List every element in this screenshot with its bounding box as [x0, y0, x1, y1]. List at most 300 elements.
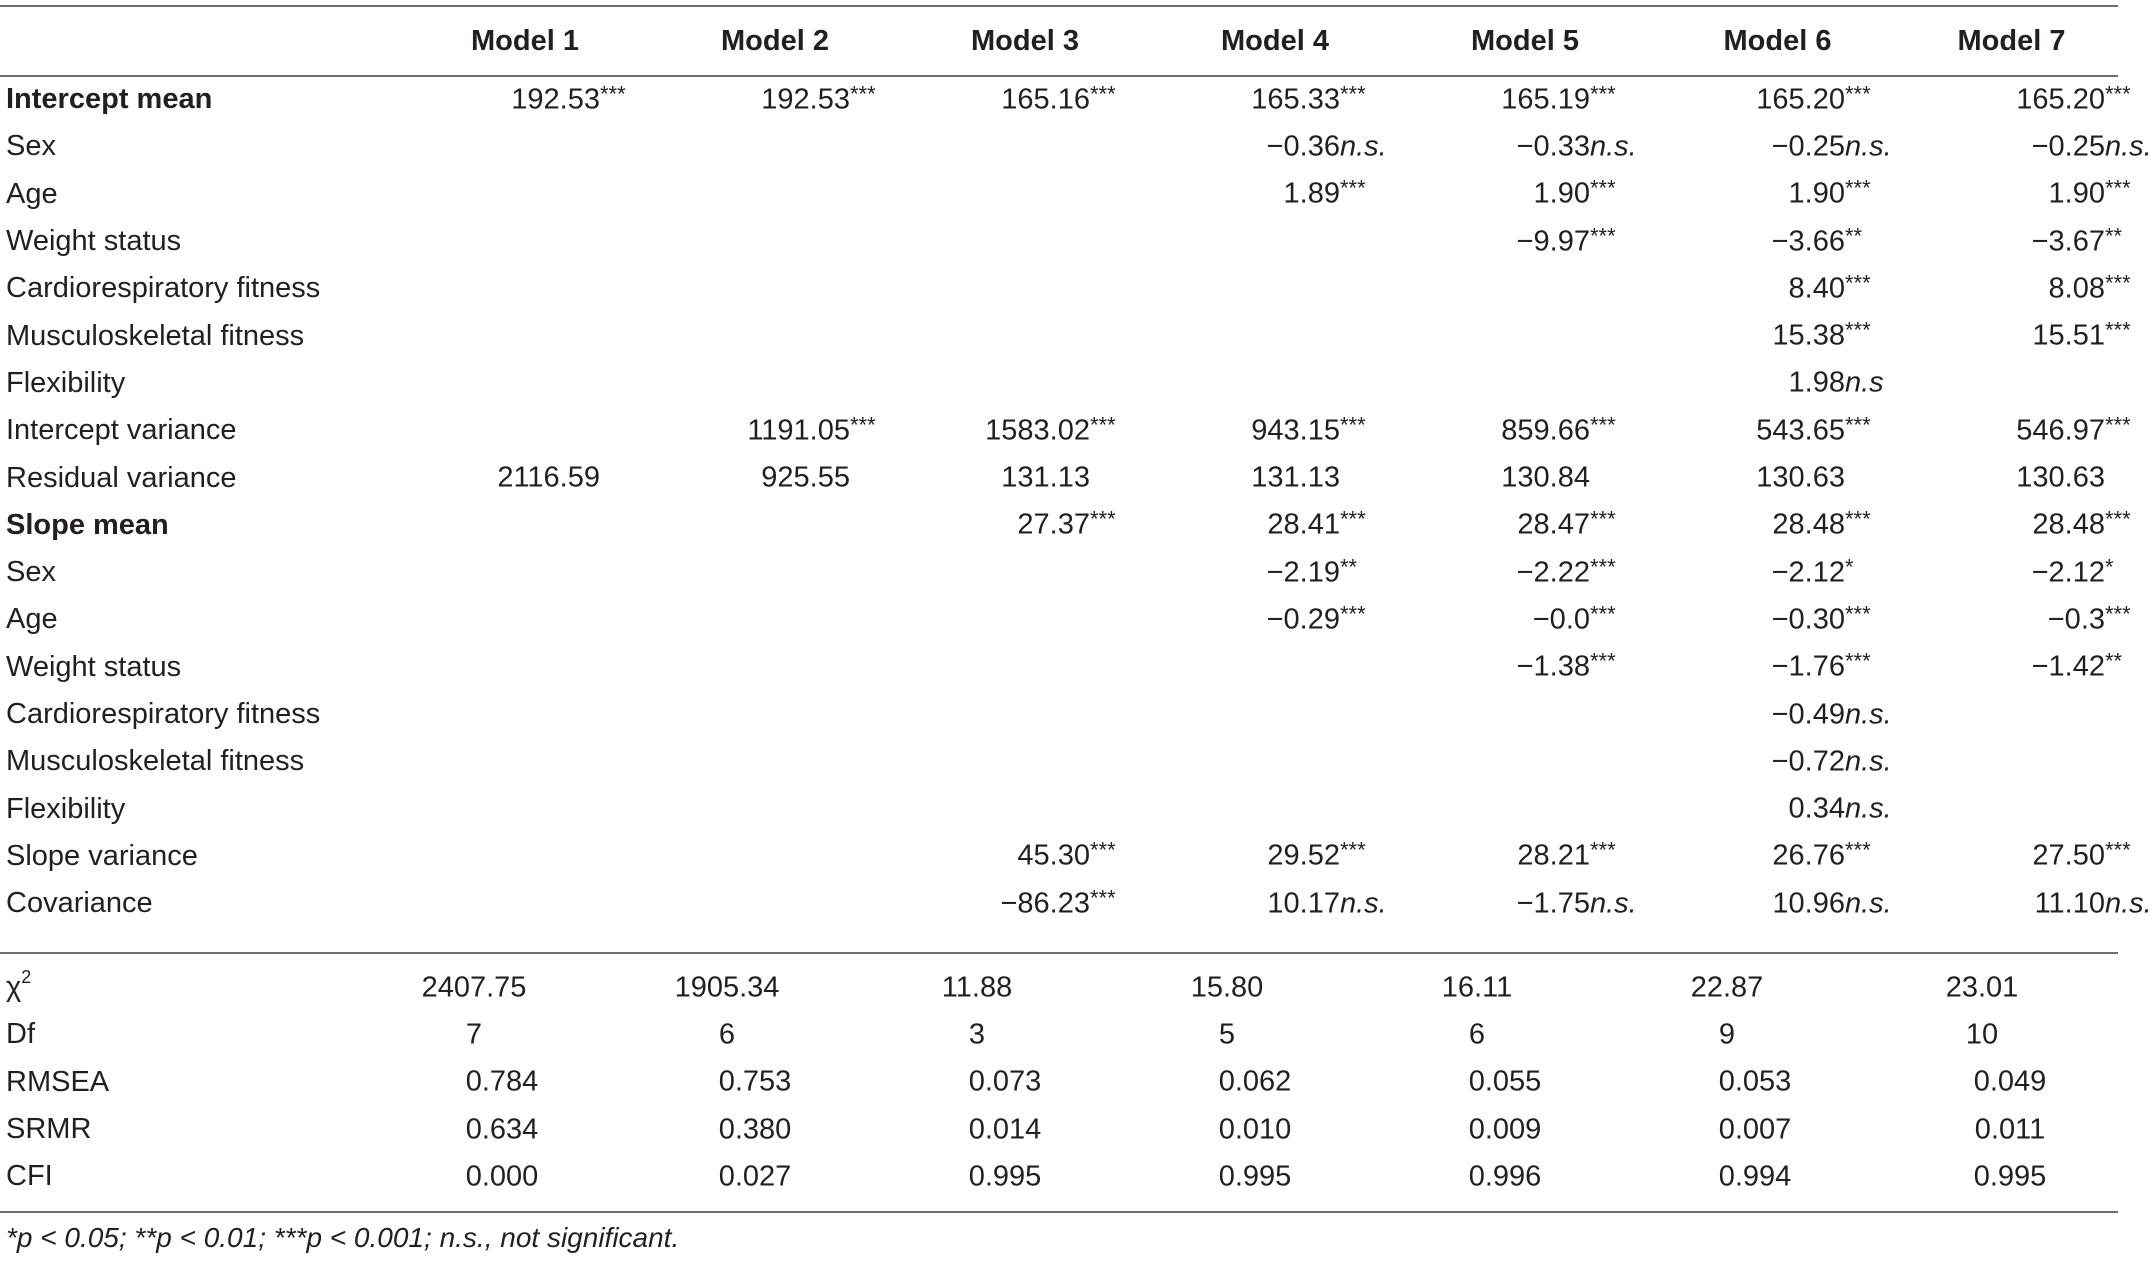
cell-value-wrap	[1150, 837, 1366, 873]
cell-value-wrap	[1400, 81, 1616, 116]
cell-value: 28.47	[1517, 508, 1590, 541]
cell-value-wrap	[1650, 554, 1854, 589]
fit-value: 6	[1468, 1018, 1486, 1051]
cell-value: 28.21	[1517, 839, 1590, 872]
cell-value: 1.90	[1533, 177, 1590, 210]
table-cell	[1150, 123, 1400, 170]
table-cell	[1905, 785, 2118, 832]
cell-value: 27.37	[1017, 508, 1090, 541]
row-label: Musculoskeletal fitness	[6, 319, 305, 352]
table-cell	[1150, 360, 1400, 407]
table-cell	[1400, 644, 1650, 691]
cell-value: 8.08	[2048, 272, 2105, 305]
cell-value: 2116.59	[497, 461, 600, 494]
cell-value-wrap	[900, 412, 1116, 447]
significance-stars: ***	[1590, 648, 1616, 674]
cell-value-wrap	[1150, 175, 1366, 211]
column-header: Model 3	[971, 24, 1079, 57]
cell-value-wrap	[1400, 506, 1616, 542]
table-cell	[650, 312, 900, 359]
cell-value: −0.33	[1516, 130, 1590, 163]
fit-value: 0.049	[1973, 1065, 2047, 1098]
table-cell	[400, 218, 650, 265]
significance-stars: *	[1845, 554, 1854, 580]
cell-value-wrap	[1150, 130, 1387, 163]
cell-value-wrap	[900, 81, 1116, 116]
cell-value-wrap	[1650, 698, 1892, 731]
column-header: Model 2	[721, 24, 829, 57]
table-row	[0, 785, 2118, 832]
row-label: Residual variance	[6, 461, 237, 494]
table-cell	[650, 691, 900, 738]
fit-label-text: Df	[6, 1018, 35, 1051]
fit-value: 23.01	[1945, 971, 2019, 1004]
table-cell	[1150, 785, 1400, 832]
column-header: Model 6	[1723, 24, 1832, 57]
fit-cell	[900, 1011, 1150, 1058]
fit-value: 3	[968, 1018, 986, 1051]
fit-value: 0.073	[968, 1065, 1042, 1098]
fit-value: 22.87	[1690, 971, 1764, 1004]
table-cell	[1650, 171, 1905, 218]
table-footnote: *p < 0.05; **p < 0.01; ***p < 0.001; n.s., not significant.	[6, 1222, 680, 1253]
cell-value: 11.10	[2034, 887, 2105, 920]
table-cell	[900, 171, 1150, 218]
table-cell	[1905, 502, 2131, 549]
cell-value-wrap	[400, 462, 600, 495]
table-cell	[1400, 502, 1650, 549]
cell-value-wrap	[1150, 462, 1340, 495]
significance-stars: **	[2105, 223, 2123, 249]
table-cell	[1650, 265, 1905, 312]
table-cell	[400, 880, 650, 927]
cell-value: 165.19	[1501, 83, 1590, 116]
significance-note: n.s	[1845, 366, 1884, 399]
significance-stars: ***	[1845, 317, 1871, 343]
cell-value-wrap	[1650, 366, 1884, 400]
cell-value-wrap	[1905, 887, 2152, 920]
fit-label	[0, 1153, 400, 1200]
cell-value: 1.90	[1788, 177, 1845, 210]
significance-stars: ***	[1090, 81, 1116, 107]
table-cell	[1650, 360, 1905, 407]
fit-label-text: CFI	[6, 1160, 53, 1193]
cell-value-wrap	[1905, 648, 2123, 684]
fit-cell	[650, 1059, 900, 1106]
cell-value: −0.36	[1266, 130, 1340, 163]
table-cell	[1150, 833, 1400, 880]
cell-value: −0.25	[2031, 130, 2105, 163]
cell-value-wrap	[1905, 554, 2114, 589]
fit-cell	[1650, 1153, 1905, 1200]
significance-note: n.s.	[2105, 130, 2152, 163]
fit-value: 11.88	[941, 971, 1013, 1004]
table-cell	[900, 644, 1150, 691]
table-cell	[400, 265, 650, 312]
significance-stars: ***	[850, 81, 876, 107]
cell-value: −1.42	[2031, 650, 2105, 683]
fit-cell	[1400, 1059, 1650, 1106]
column-header: Model 5	[1471, 24, 1579, 57]
fit-value: 9	[1718, 1018, 1736, 1051]
table-cell	[900, 833, 1150, 880]
cell-value: 10.96	[1772, 887, 1845, 920]
table-row	[0, 549, 2118, 596]
cell-value-wrap	[650, 412, 876, 447]
significance-stars: ***	[1845, 648, 1871, 674]
row-label: Flexibility	[6, 366, 126, 399]
table-cell	[1400, 596, 1650, 643]
table-cell	[1905, 549, 2118, 596]
table-cell	[650, 596, 900, 643]
table-cell	[1400, 123, 1650, 170]
cell-value: 28.48	[1772, 508, 1845, 541]
table-cell	[900, 312, 1150, 359]
cell-value: 130.63	[2016, 461, 2105, 494]
fit-value: 0.027	[718, 1160, 792, 1193]
cell-value: 543.65	[1756, 414, 1845, 447]
table-cell	[650, 644, 900, 691]
cell-value: 28.48	[2032, 508, 2105, 541]
cell-value: 130.84	[1501, 461, 1590, 494]
row-label: Sex	[6, 130, 56, 163]
cell-value-wrap	[1650, 223, 1863, 258]
cell-value: 26.76	[1772, 839, 1845, 872]
cell-value: 925.55	[761, 461, 850, 494]
significance-stars: ***	[1845, 506, 1871, 532]
table-cell	[1150, 880, 1400, 927]
table-cell	[900, 785, 1150, 832]
cell-value-wrap	[650, 462, 850, 495]
table-cell	[1400, 738, 1650, 785]
cell-value-wrap	[1150, 412, 1366, 447]
fit-label	[0, 1106, 400, 1153]
table-header	[0, 6, 2118, 76]
table-cell	[1150, 454, 1400, 501]
cell-value: −2.22	[1516, 556, 1590, 589]
cell-value: −3.66	[1771, 225, 1845, 258]
fit-row	[0, 1153, 2118, 1200]
table-cell	[1150, 218, 1400, 265]
table-cell	[1400, 360, 1650, 407]
fit-section-rule	[0, 952, 2118, 954]
cell-value-wrap	[1905, 462, 2105, 495]
table-cell	[1150, 691, 1400, 738]
table-cell	[1905, 454, 2118, 501]
table-cell	[1650, 880, 1905, 927]
fit-value: 0.634	[465, 1113, 539, 1146]
table-cell	[650, 171, 900, 218]
table-cell	[1905, 312, 2131, 359]
cell-value-wrap	[1905, 270, 2131, 305]
cell-value: −0.49	[1771, 698, 1845, 730]
fit-value: 0.380	[718, 1113, 792, 1146]
table-cell	[400, 644, 650, 691]
significance-stars: *	[2105, 554, 2114, 580]
row-label: Cardiorespiratory fitness	[6, 698, 321, 730]
cell-value-wrap	[1650, 601, 1871, 636]
table-cell	[1400, 454, 1650, 501]
table-cell	[650, 880, 900, 927]
table-cell	[400, 123, 650, 170]
column-header: Model 7	[1957, 24, 2066, 57]
table-cell	[650, 502, 900, 549]
cell-value: −0.72	[1771, 745, 1845, 778]
fit-cell	[400, 1059, 650, 1106]
fit-value: 0.995	[1973, 1160, 2047, 1193]
fit-cell	[1400, 964, 1650, 1011]
significance-stars: ***	[1845, 270, 1871, 296]
table-cell	[1400, 312, 1650, 359]
fit-cell	[1905, 1106, 2118, 1153]
table-cell	[650, 218, 900, 265]
table-cell	[650, 76, 900, 123]
cell-value-wrap	[1905, 130, 2152, 163]
table-cell	[1650, 596, 1905, 643]
table-cell	[900, 360, 1150, 407]
header-row	[0, 6, 2118, 76]
fit-cell	[1650, 1059, 1905, 1106]
cell-value: 130.63	[1756, 461, 1845, 494]
column-header: Model 4	[1221, 24, 1329, 57]
table-cell	[1905, 76, 2131, 123]
significance-stars: ***	[1845, 81, 1871, 107]
fit-label	[0, 964, 400, 1011]
significance-note: n.s.	[1845, 792, 1892, 825]
table-row	[0, 360, 2118, 407]
cell-value-wrap	[1650, 130, 1892, 163]
cell-value-wrap	[1150, 81, 1366, 116]
cell-value-wrap	[1650, 792, 1892, 826]
cell-value: 1583.02	[985, 414, 1090, 447]
fit-cell	[1905, 1059, 2118, 1106]
cell-value: −0.29	[1266, 603, 1340, 636]
cell-value: −0.25	[1771, 130, 1845, 163]
fit-cell	[1650, 964, 1905, 1011]
fit-value: 0.995	[1218, 1160, 1292, 1193]
fit-value: 10	[1965, 1018, 1999, 1051]
fit-cell	[650, 964, 900, 1011]
table-cell	[1400, 76, 1650, 123]
cell-value: 165.16	[1001, 83, 1090, 116]
table-cell	[1650, 218, 1905, 265]
model-comparison-table	[0, 6, 2152, 927]
fit-cell	[1650, 1106, 1905, 1153]
fit-cell	[650, 1106, 900, 1153]
cell-value: −3.67	[2031, 225, 2105, 258]
table-cell	[1905, 691, 2118, 738]
fit-cell	[1905, 1011, 2118, 1058]
fit-label-text: SRMR	[6, 1113, 92, 1146]
cell-value-wrap	[1905, 837, 2131, 873]
table-cell	[900, 454, 1150, 501]
cell-value: −2.12	[1771, 556, 1845, 589]
table-cell	[400, 596, 650, 643]
section-label: Intercept mean	[6, 83, 213, 116]
cell-value: 8.40	[1788, 272, 1845, 305]
cell-value: −0.3	[2047, 603, 2105, 636]
fit-cell	[900, 1059, 1150, 1106]
cell-value: 28.41	[1267, 508, 1340, 541]
cell-value-wrap	[1905, 506, 2131, 542]
significance-stars: ***	[2105, 270, 2131, 296]
table-cell	[900, 738, 1150, 785]
table-cell	[1400, 691, 1650, 738]
table-row	[0, 407, 2118, 454]
fit-value: 5	[1218, 1018, 1236, 1051]
fit-cell	[900, 964, 1150, 1011]
table-row	[0, 644, 2118, 691]
fit-row	[0, 964, 2118, 1011]
cell-value: 546.97	[2016, 414, 2105, 447]
fit-value: 0.010	[1218, 1113, 1292, 1146]
fit-value: 0.009	[1468, 1113, 1542, 1146]
table-cell	[1650, 738, 1905, 785]
table-cell	[400, 171, 650, 218]
table-cell	[900, 691, 1150, 738]
significance-stars: ***	[1590, 837, 1616, 863]
cell-value-wrap	[1650, 648, 1871, 684]
fit-value: 0.011	[1974, 1113, 2046, 1146]
cell-value-wrap	[900, 837, 1116, 873]
significance-stars: ***	[1845, 601, 1871, 627]
section-label: Slope mean	[6, 508, 169, 541]
significance-stars: ***	[2105, 601, 2131, 627]
cell-value-wrap	[1400, 837, 1616, 873]
fit-value: 16.11	[1441, 971, 1513, 1004]
cell-value-wrap	[1650, 81, 1871, 116]
table-cell	[400, 407, 650, 454]
table-cell	[1150, 596, 1400, 643]
table-cell	[1400, 407, 1650, 454]
table-cell	[1150, 644, 1400, 691]
table-cell	[400, 76, 650, 123]
fit-label-text: χ	[6, 971, 22, 1004]
fit-cell	[400, 1011, 650, 1058]
table-cell	[400, 312, 650, 359]
cell-value-wrap	[1905, 81, 2131, 116]
fit-value: 0.014	[968, 1113, 1042, 1146]
table-row	[0, 738, 2118, 785]
significance-note: n.s.	[1590, 887, 1637, 920]
significance-note: n.s.	[1845, 745, 1892, 778]
table-cell	[900, 123, 1150, 170]
fit-cell	[1400, 1153, 1650, 1200]
significance-stars: ***	[1090, 412, 1116, 438]
significance-stars: ***	[1590, 412, 1616, 438]
table-cell	[650, 454, 900, 501]
cell-value: −2.12	[2031, 556, 2105, 589]
cell-value-wrap	[900, 462, 1090, 495]
significance-stars: ***	[1845, 837, 1871, 863]
cell-value: 131.13	[1001, 461, 1090, 494]
table-cell	[900, 76, 1150, 123]
fit-cell	[650, 1153, 900, 1200]
fit-cell	[1150, 1153, 1400, 1200]
fit-cell	[1150, 1011, 1400, 1058]
significance-stars: ***	[1090, 506, 1116, 532]
significance-note: n.s.	[1845, 130, 1892, 163]
fit-cell	[1905, 1153, 2118, 1200]
cell-value: −86.23	[1000, 887, 1090, 920]
cell-value-wrap	[1400, 223, 1616, 258]
significance-stars: **	[1340, 554, 1358, 580]
table-row	[0, 596, 2118, 643]
significance-stars: ***	[1590, 554, 1616, 580]
table-row	[0, 833, 2118, 880]
fit-value: 15.80	[1190, 971, 1264, 1004]
cell-value: 27.50	[2032, 839, 2105, 872]
table-body	[0, 76, 2152, 927]
table-cell	[900, 218, 1150, 265]
fit-statistics-table	[0, 964, 2118, 1200]
significance-stars: ***	[2105, 175, 2131, 201]
table-row	[0, 502, 2118, 549]
fit-cell	[1150, 1106, 1400, 1153]
cell-value-wrap	[1400, 648, 1616, 684]
bottom-rule	[0, 1211, 2118, 1213]
fit-value: 0.055	[1468, 1065, 1542, 1098]
cell-value: 1.89	[1283, 177, 1340, 210]
cell-value-wrap	[1150, 887, 1387, 920]
table-cell	[1905, 738, 2118, 785]
table-cell	[1905, 360, 2118, 407]
table-cell	[1150, 549, 1400, 596]
fit-value: 1905.34	[674, 971, 780, 1004]
fit-value: 0.784	[465, 1065, 539, 1098]
significance-stars: ***	[850, 412, 876, 438]
significance-stars: ***	[1340, 412, 1366, 438]
table-cell	[1150, 76, 1400, 123]
table-cell	[400, 785, 650, 832]
fit-value: 0.000	[465, 1160, 539, 1193]
table-cell	[400, 549, 650, 596]
significance-stars: **	[1845, 223, 1863, 249]
table-cell	[1650, 644, 1905, 691]
row-label: Weight status	[6, 225, 182, 258]
cell-value-wrap	[1150, 506, 1366, 542]
table-cell	[650, 123, 900, 170]
cell-value: 15.38	[1772, 319, 1845, 352]
significance-stars: ***	[1845, 175, 1871, 201]
table-cell	[900, 549, 1150, 596]
cell-value: 29.52	[1267, 839, 1340, 872]
cell-value: 45.30	[1017, 839, 1090, 872]
significance-stars: ***	[2105, 317, 2131, 343]
cell-value-wrap	[1905, 223, 2123, 258]
table-cell	[1905, 407, 2131, 454]
table-cell	[1400, 171, 1650, 218]
significance-stars: ***	[1590, 223, 1616, 249]
fit-value: 0.007	[1718, 1113, 1792, 1146]
cell-value-wrap	[1400, 554, 1616, 589]
table-cell	[1905, 265, 2131, 312]
cell-value: −1.76	[1771, 650, 1845, 683]
table-cell	[400, 738, 650, 785]
table-cell	[1650, 785, 1905, 832]
cell-value: −0.30	[1771, 603, 1845, 636]
fit-value: 0.753	[718, 1065, 792, 1098]
cell-value-wrap	[1650, 745, 1892, 778]
table-cell	[1400, 880, 1650, 927]
table-cell	[900, 265, 1150, 312]
table-cell	[1905, 123, 2152, 170]
fit-cell	[1400, 1106, 1650, 1153]
row-label: Slope variance	[6, 839, 198, 872]
row-label: Weight status	[6, 650, 182, 683]
table-row	[0, 265, 2118, 312]
cell-value: 165.20	[2016, 83, 2105, 116]
